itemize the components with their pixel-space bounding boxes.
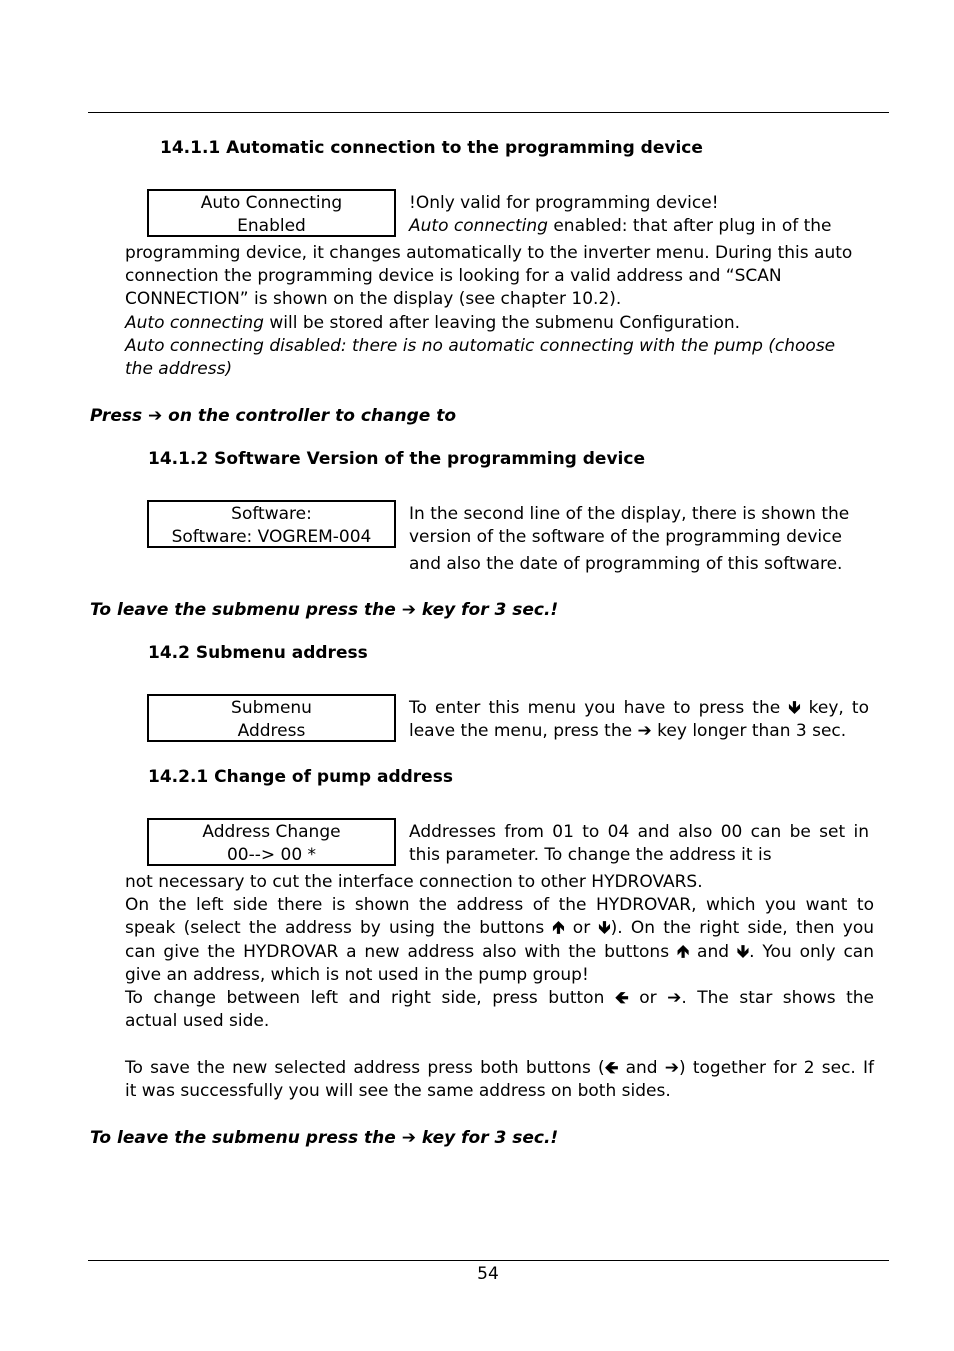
- display-line-2: Enabled: [237, 216, 306, 236]
- body-1421-save: [125, 1057, 874, 1103]
- side-text-1412-line3: and also the date of programming of this software.: [409, 554, 843, 574]
- display-line-2: Address: [237, 721, 306, 741]
- display-line-1: Submenu: [231, 698, 312, 718]
- footer-rule: [88, 1260, 889, 1261]
- display-software: [147, 500, 396, 548]
- press-note-after: on the controller to change to: [162, 406, 456, 426]
- side-text-1411-line2: [409, 215, 832, 238]
- body-1421-line1: not necessary to cut the interface connection to other HYDROVARS.: [125, 872, 703, 892]
- auto-connecting-term-2: Auto connecting: [125, 313, 264, 333]
- left-arrow-icon: 🡸: [614, 988, 629, 1009]
- save-line2: it was successfully you will see the same address on both sides.: [125, 1081, 671, 1102]
- text-run: To save the new selected address press both buttons (: [125, 1058, 605, 1078]
- save-line1: [125, 1057, 874, 1080]
- side-text-1421-line2: this parameter. To change the address it is: [409, 845, 772, 866]
- display-submenu-address: [147, 694, 396, 742]
- body-1411-disabled-line1: Auto connecting disabled: there is no automatic connecting with the pump (choose: [125, 336, 836, 356]
- body-1411-disabled-line2: the address): [125, 359, 233, 379]
- up-arrow-icon: 🡹: [552, 918, 565, 939]
- text-run: can give the HYDROVAR a new address also with the buttons: [125, 941, 677, 962]
- body-1421-line4: [125, 941, 874, 964]
- side-text-1412-line2: version of the software of the programming device: [409, 527, 842, 547]
- section-heading-14-1-2: 14.1.2 Software Version of the programming device: [148, 449, 645, 469]
- right-arrow-icon: ➔: [401, 1128, 416, 1148]
- text-run: speak (select the address by using the buttons: [125, 918, 553, 939]
- body-1421-line5: give an address, which is not used in the pump group!: [125, 964, 589, 985]
- page-number: 54: [477, 1264, 499, 1284]
- text-run: To enter this menu you have to press the: [409, 698, 789, 718]
- side-text-142-line2: [409, 720, 869, 743]
- section-heading-14-2: 14.2 Submenu address: [148, 643, 368, 663]
- header-rule: [88, 112, 889, 113]
- left-arrow-icon: 🡸: [604, 1058, 619, 1078]
- body-1421-line2: On the left side there is shown the address of the HYDROVAR, which you want to: [125, 895, 874, 916]
- body-1421-line7: actual used side.: [125, 1011, 270, 1032]
- display-line-2: Software: VOGREM-004: [171, 527, 372, 547]
- side-text-1411-line1: !Only valid for programming device!: [409, 193, 719, 213]
- body-1411-stored: [125, 312, 740, 335]
- right-arrow-icon: ➔: [667, 988, 682, 1009]
- down-arrow-icon: 🡻: [736, 941, 750, 962]
- right-arrow-icon: ➔: [148, 406, 163, 426]
- side-text-142: [409, 697, 869, 743]
- press-note-before: Press: [90, 406, 149, 426]
- leave-note-1: [90, 599, 558, 622]
- leave-note-1-after: key for 3 sec.!: [415, 600, 559, 620]
- right-arrow-icon: ➔: [401, 600, 416, 620]
- body-1421-line3: [125, 917, 874, 940]
- side-text-142-line1: [409, 697, 869, 720]
- side-text-1412-line1: In the second line of the display, there is shown the: [409, 504, 850, 524]
- up-arrow-icon: 🡹: [676, 941, 690, 962]
- display-line-2: 00--> 00 *: [226, 845, 317, 865]
- text-run: leave the menu, press the: [409, 721, 638, 742]
- text-run: key longer than 3 sec.: [651, 721, 847, 742]
- press-note: [90, 405, 456, 428]
- down-arrow-icon: 🡻: [788, 698, 801, 718]
- display-address-change: [147, 818, 396, 866]
- body-1411-line1: programming device, it changes automatically to the inverter menu. During this auto: [125, 243, 853, 263]
- section-heading-14-2-1: 14.2.1 Change of pump address: [148, 767, 453, 787]
- body-1411-stored-rest: will be stored after leaving the submenu Configuration.: [263, 313, 741, 333]
- right-arrow-icon: ➔: [664, 1058, 680, 1078]
- text-run: . The star shows the: [681, 988, 875, 1009]
- text-run: ). On the right side, then you: [610, 918, 874, 939]
- auto-connecting-term: Auto connecting: [409, 216, 548, 236]
- body-1421-line6: [125, 987, 874, 1010]
- body-1411-line3: CONNECTION” is shown on the display (see chapter 10.2).: [125, 289, 622, 309]
- display-auto-connecting: [147, 189, 396, 237]
- text-run: or: [564, 918, 599, 939]
- down-arrow-icon: 🡻: [598, 918, 611, 939]
- side-text-1411-rest: enabled: that after plug in of the: [547, 216, 832, 236]
- leave-note-2: [90, 1127, 558, 1150]
- display-line-1: Software:: [231, 504, 312, 524]
- text-run: or: [628, 988, 668, 1009]
- right-arrow-icon: ➔: [637, 721, 652, 742]
- leave-note-2-after: key for 3 sec.!: [415, 1128, 559, 1148]
- text-run: To change between left and right side, press button: [125, 988, 615, 1009]
- side-text-1421-line1: Addresses from 01 to 04 and also 00 can be set in: [409, 822, 869, 842]
- text-run: ) together for 2 sec. If: [679, 1058, 874, 1078]
- body-1421: [125, 871, 874, 1033]
- text-run: and: [689, 941, 737, 962]
- leave-note-2-before: To leave the submenu press the: [90, 1128, 402, 1148]
- display-line-1: Address Change: [202, 822, 341, 842]
- body-1411-line2: connection the programming device is looking for a valid address and “SCAN: [125, 266, 782, 286]
- display-line-1: Auto Connecting: [200, 193, 343, 213]
- section-heading-14-1-1: 14.1.1 Automatic connection to the programming device: [160, 138, 703, 158]
- leave-note-1-before: To leave the submenu press the: [90, 600, 402, 620]
- side-text-1421: [409, 821, 869, 867]
- text-run: key, to: [800, 698, 869, 718]
- text-run: . You only can: [749, 941, 874, 962]
- text-run: and: [618, 1058, 665, 1078]
